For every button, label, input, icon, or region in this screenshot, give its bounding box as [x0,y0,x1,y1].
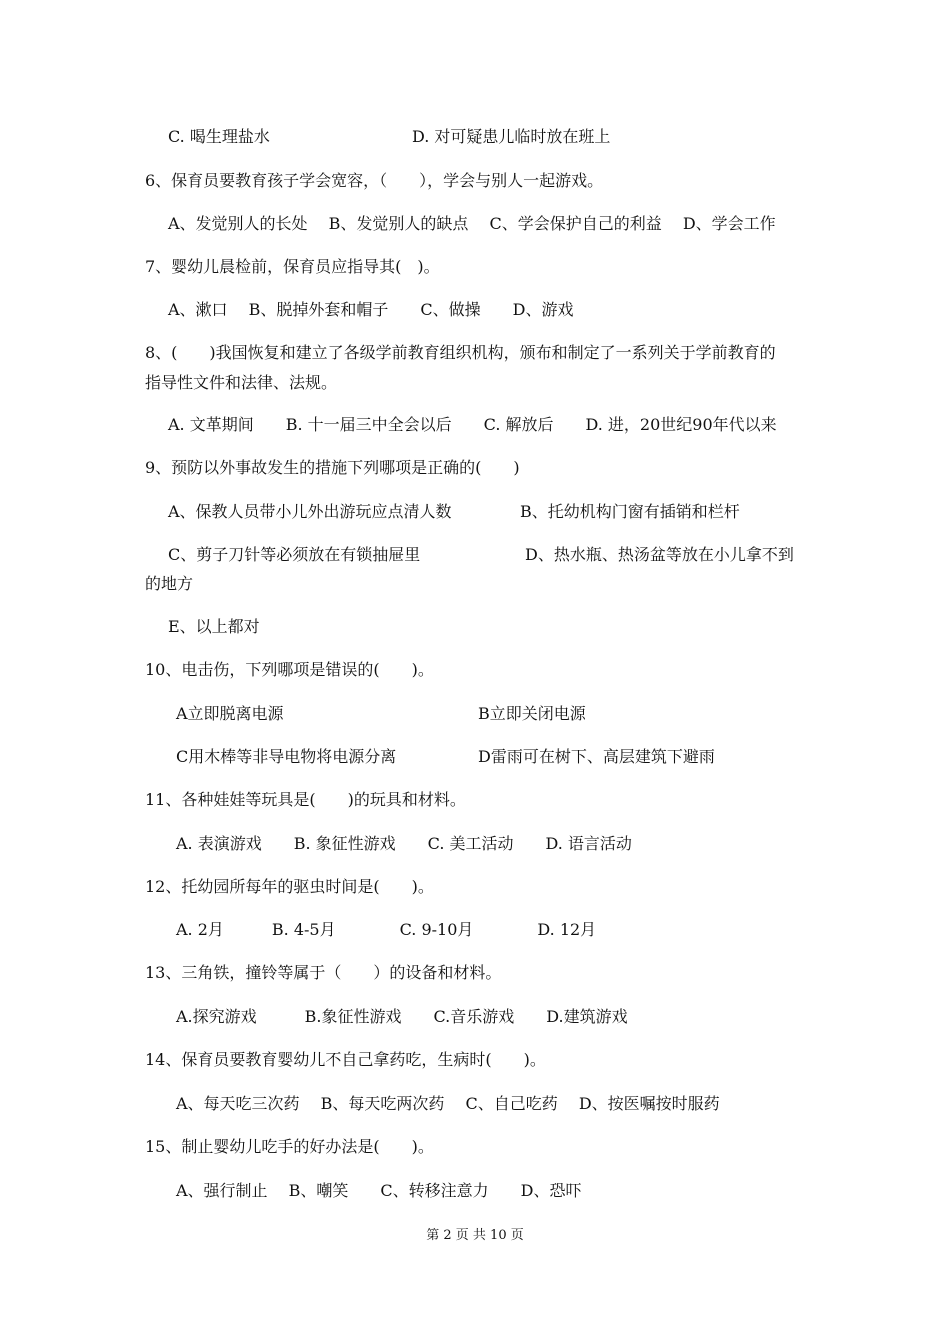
question-7-stem: 7、婴幼儿晨检前，保育员应指导其( )。 [145,257,440,276]
question-9-stem: 9、预防以外事故发生的措施下列哪项是正确的( ) [145,458,520,477]
q5-option-c: C. 喝生理盐水 [168,127,270,146]
question-8-stem-line-1: 8、( )我国恢复和建立了各级学前教育组织机构，颁布和制定了一系列关于学前教育的 [145,343,776,362]
question-15-stem: 15、制止婴幼儿吃手的好办法是( )。 [145,1137,434,1156]
question-9-option-e: E、以上都对 [168,617,260,636]
question-13-stem: 13、三角铁，撞铃等属于（ ）的设备和材料。 [145,963,502,982]
question-12-stem: 12、托幼园所每年的驱虫时间是( )。 [145,877,434,896]
question-14-stem: 14、保育员要教育婴幼儿不自己拿药吃，生病时( )。 [145,1050,546,1069]
question-12-options: A. 2月 B. 4-5月 C. 9-10月 D. 12月 [176,920,597,939]
question-11-stem: 11、各种娃娃等玩具是( )的玩具和材料。 [145,790,466,809]
question-13-options: A.探究游戏 B.象征性游戏 C.音乐游戏 D.建筑游戏 [176,1007,628,1026]
question-8-options: A. 文革期间 B. 十一届三中全会以后 C. 解放后 D. 进，20世纪90年代以来 [168,415,777,434]
question-15-options: A、强行制止 B、嘲笑 C、转移注意力 D、恐吓 [176,1181,582,1200]
question-9-option-d-line-2: 的地方 [145,574,194,593]
question-10-option-b: B立即关闭电源 [478,704,586,723]
page-number-footer: 第 2 页 共 10 页 [426,1228,524,1243]
question-6-options: A、发觉别人的长处 B、发觉别人的缺点 C、学会保护自己的利益 D、学会工作 [168,214,776,233]
question-10-stem: 10、电击伤，下列哪项是错误的( )。 [145,660,434,679]
question-10-option-a: A立即脱离电源 [176,704,284,723]
question-9-option-b: B、托幼机构门窗有插销和栏杆 [520,502,740,521]
question-14-options: A、每天吃三次药 B、每天吃两次药 C、自己吃药 D、按医嘱按时服药 [176,1094,720,1113]
question-10-option-c: C用木棒等非导电物将电源分离 [176,747,397,766]
question-11-options: A. 表演游戏 B. 象征性游戏 C. 美工活动 D. 语言活动 [176,834,632,853]
question-6-stem: 6、保育员要教育孩子学会宽容，（ ），学会与别人一起游戏。 [145,171,604,190]
question-9-option-a: A、保教人员带小儿外出游玩应点清人数 [168,502,452,521]
question-7-options: A、漱口 B、脱掉外套和帽子 C、做操 D、游戏 [168,300,574,319]
question-8-stem-line-2: 指导性文件和法律、法规。 [145,373,338,392]
q5-option-d: D. 对可疑患儿临时放在班上 [412,127,611,146]
question-9-option-c: C、剪子刀针等必须放在有锁抽屉里 [168,545,421,564]
question-9-option-d-line-1: D、热水瓶、热汤盆等放在小儿拿不到 [525,545,794,564]
question-10-option-d: D雷雨可在树下、高层建筑下避雨 [478,747,715,766]
